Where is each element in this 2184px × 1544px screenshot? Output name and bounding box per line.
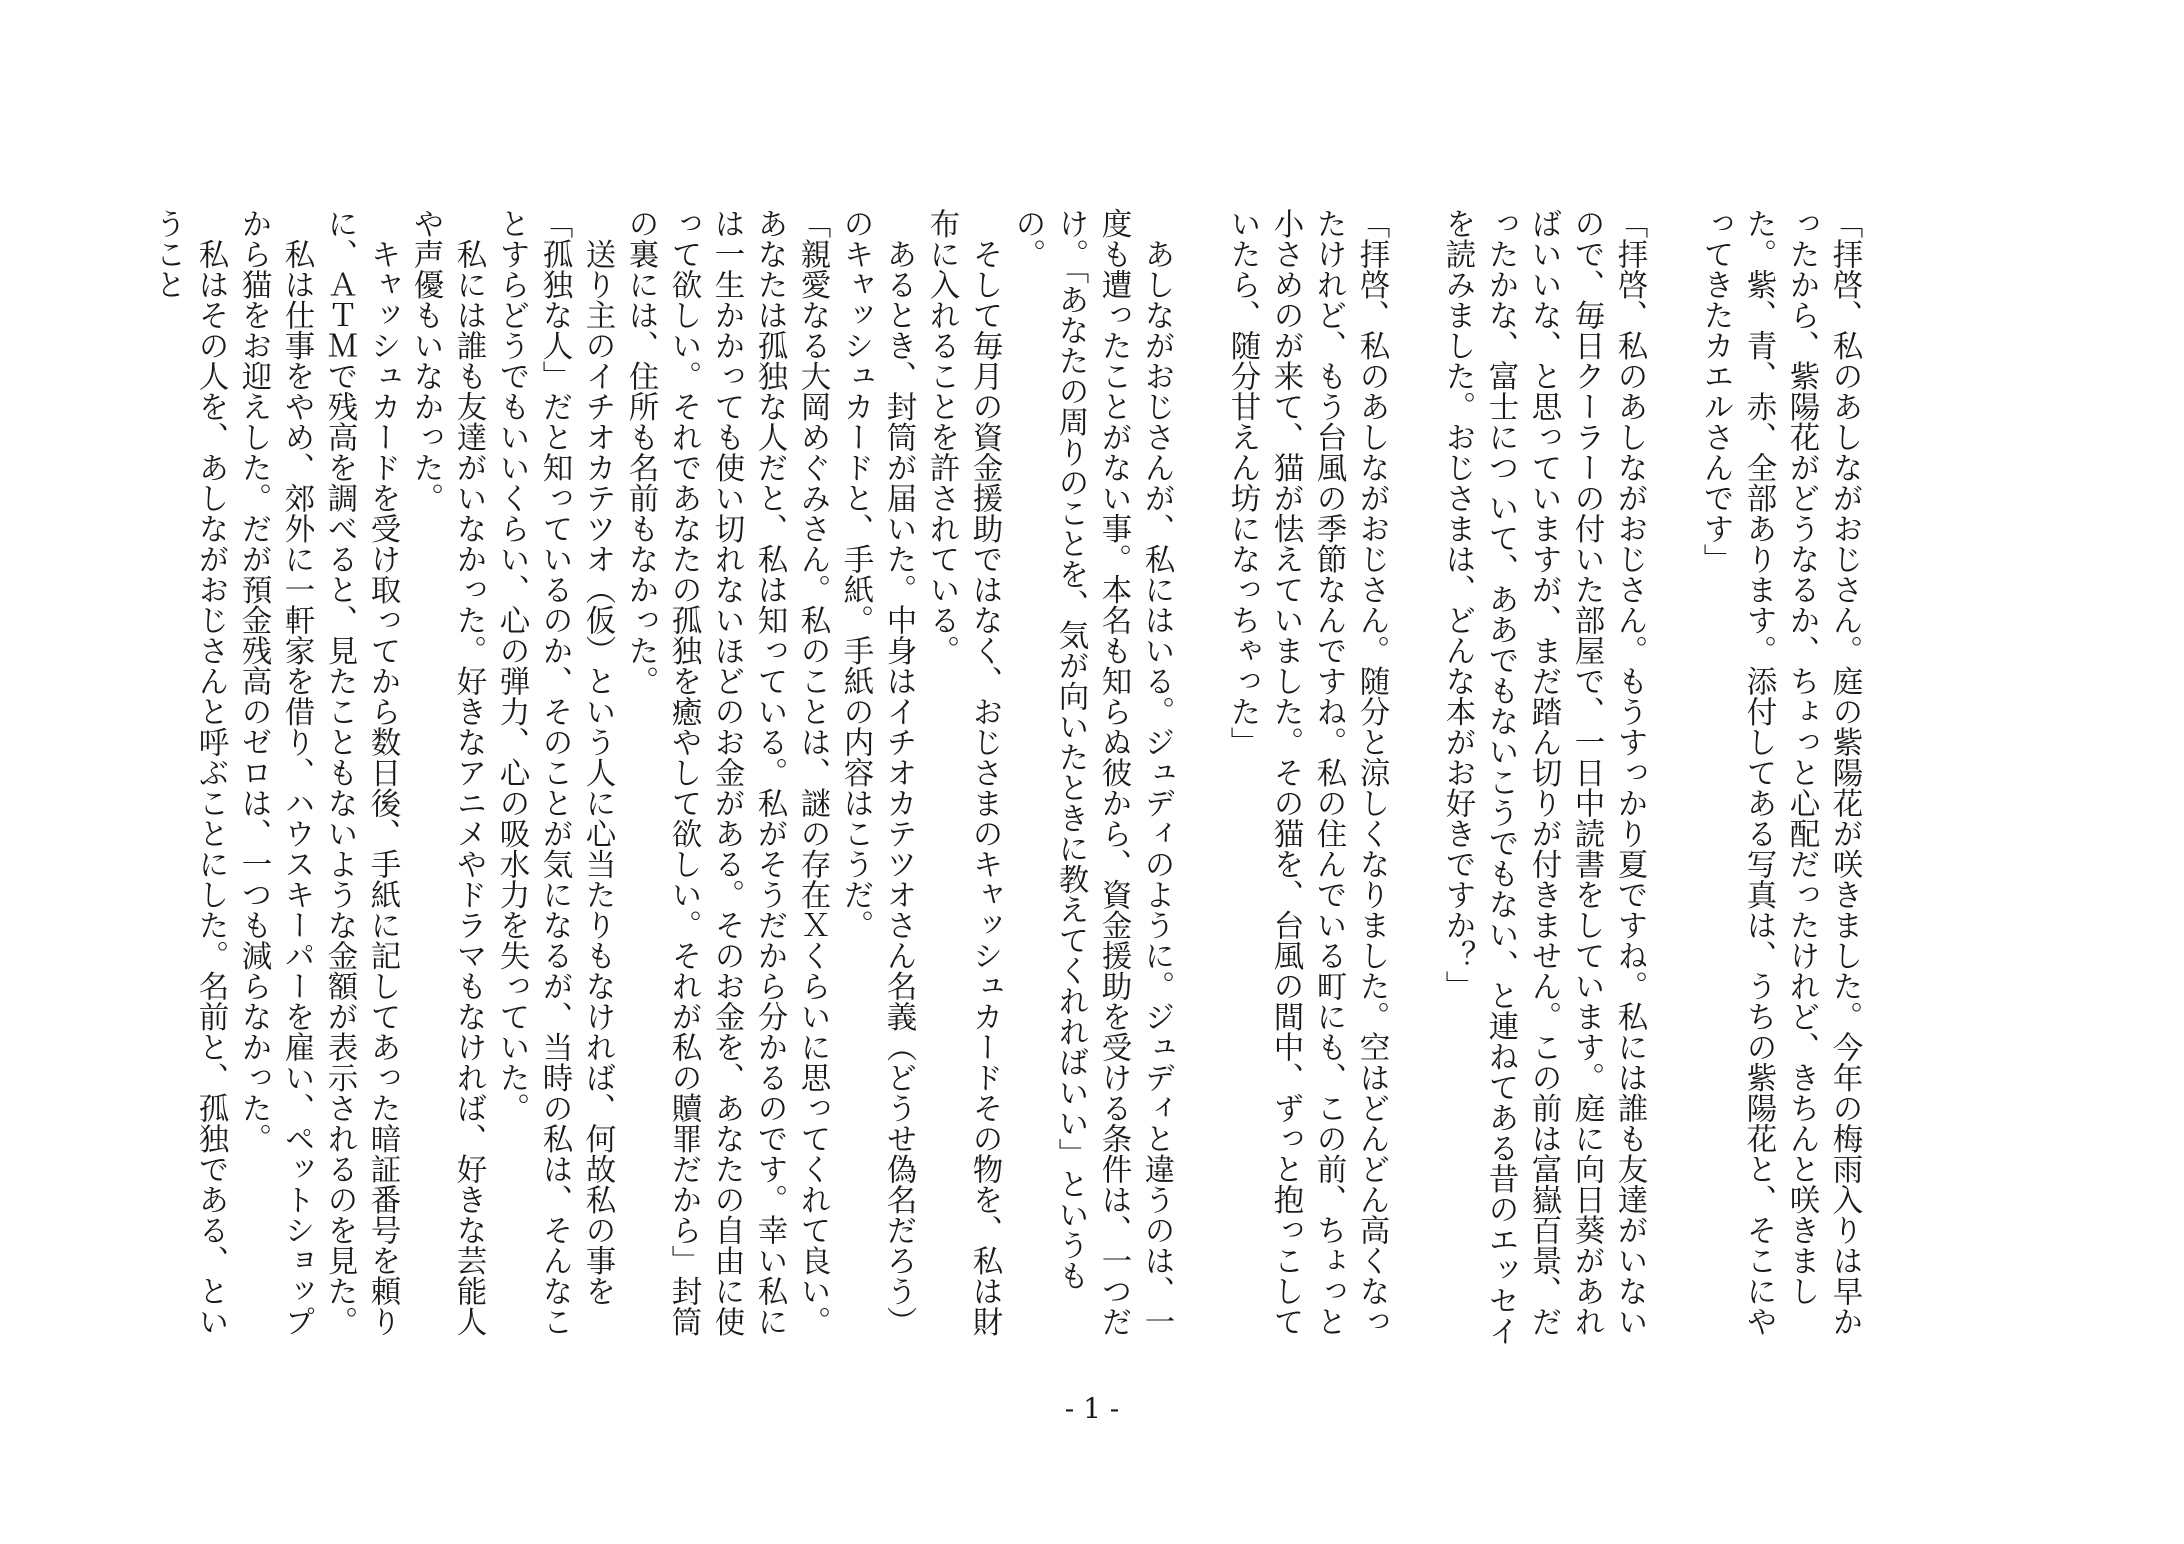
- paragraph-gap: [1178, 208, 1221, 1348]
- letter-paragraph-2: 「拝啓、私のあしながおじさん。もうすっかり夏ですね。私には誰も友達がいないので、毎日クーラーの付いた部屋で、一日中読書をしています。庭に向日葵があればいいな、と思っていますが、まだ踏ん切りが付きません。この前は富嶽百景、だったかな、富士につ いて、ああでもないこうでもない、と連ねてある昔のエッセイを読みました。おじさまは、どんな本がお好きですか？」: [1440, 208, 1647, 1347]
- body-paragraph-7: キャッシュカードを受け取ってから数日後、手紙に記してあった暗証番号を頼りに、ＡＴＭで残高を調べると、見たこともないような金額が表示されるのを見た。: [322, 208, 400, 1337]
- page-number: - 1 -: [1064, 1392, 1120, 1425]
- vertical-text-body: [150, 208, 1866, 1348]
- letter-paragraph-1: 「拝啓、私のあしながおじさん。庭の紫陽花が咲きました。今年の梅雨入りは早かったから、紫陽花がどうなるか、ちょっと心配だったけれど、きちんと咲きました。紫、青、赤、全部あります。添付してある写真は、うちの紫陽花と、そこにやってきたカエルさんです」: [1698, 208, 1862, 1337]
- body-paragraph-2: そして毎月の資金援助ではなく、おじさまのキャッシュカードその物を、私は財布に入れることを許されている。: [924, 208, 1002, 1337]
- paragraph-gap: [1651, 208, 1694, 1348]
- body-paragraph-5: 送り主のイチオカテツオ（仮）という人に心当たりもなければ、何故私の事を「孤独な人」だと知っているのか、そのことが気になるが、当時の私は、そんなことすらどうでもいいくらい、心の弾力、心の吸水力を失っていた。: [494, 208, 615, 1337]
- letter-paragraph-3: 「拝啓、私のあしながおじさん。随分と涼しくなりました。空はどんどん高くなったけれど、もう台風の季節なんですね。私の住んでいる町にも、この前、ちょっと小さめのが来て、猫が怯えていました。その猫を、台風の間中、ずっと抱っこしていたら、随分甘えん坊になっちゃった」: [1225, 208, 1389, 1337]
- paragraph-gap: [1393, 208, 1436, 1348]
- body-paragraph-3: あるとき、封筒が届いた。中身はイチオカテツオさん名義（どうせ偽名だろう）のキャッシュカードと、手紙。手紙の内容はこうだ。: [838, 208, 916, 1337]
- body-paragraph-4: 「親愛なる大岡めぐみさん。私のことは、謎の存在Ｘくらいに思ってくれて良い。あなたは孤独な人だと、私は知っている。私がそうだから分かるのです。幸い私には一生かかっても使い切れないほどのお金がある。そのお金を、あなたの自由に使って欲しい。それであなたの孤独を癒やして欲しい。それが私の贖罪だから」封筒の裏には、住所も名前もなかった。: [623, 208, 830, 1337]
- body-paragraph-8: 私は仕事をやめ、郊外に一軒家を借り、ハウスキーパーを雇い、ペットショップから猫をお迎えした。だが預金残高のゼロは、一つも減らなかった。: [236, 208, 314, 1337]
- body-paragraph-9: 私はその人を、あしながおじさんと呼ぶことにした。名前と、孤独である、ということ: [150, 208, 228, 1337]
- body-paragraph-1: あしながおじさんが、私にはいる。ジュディのように。ジュディと違うのは、一度も遭ったことがない事。本名も知らぬ彼から、資金援助を受ける条件は、一つだけ。「あなたの周りのことを、気が向いたときに教えてくれればいい」というもの。: [1010, 208, 1174, 1337]
- body-paragraph-6: 私には誰も友達がいなかった。好きなアニメやドラマもなければ、好きな芸能人や声優もいなかった。: [408, 208, 486, 1337]
